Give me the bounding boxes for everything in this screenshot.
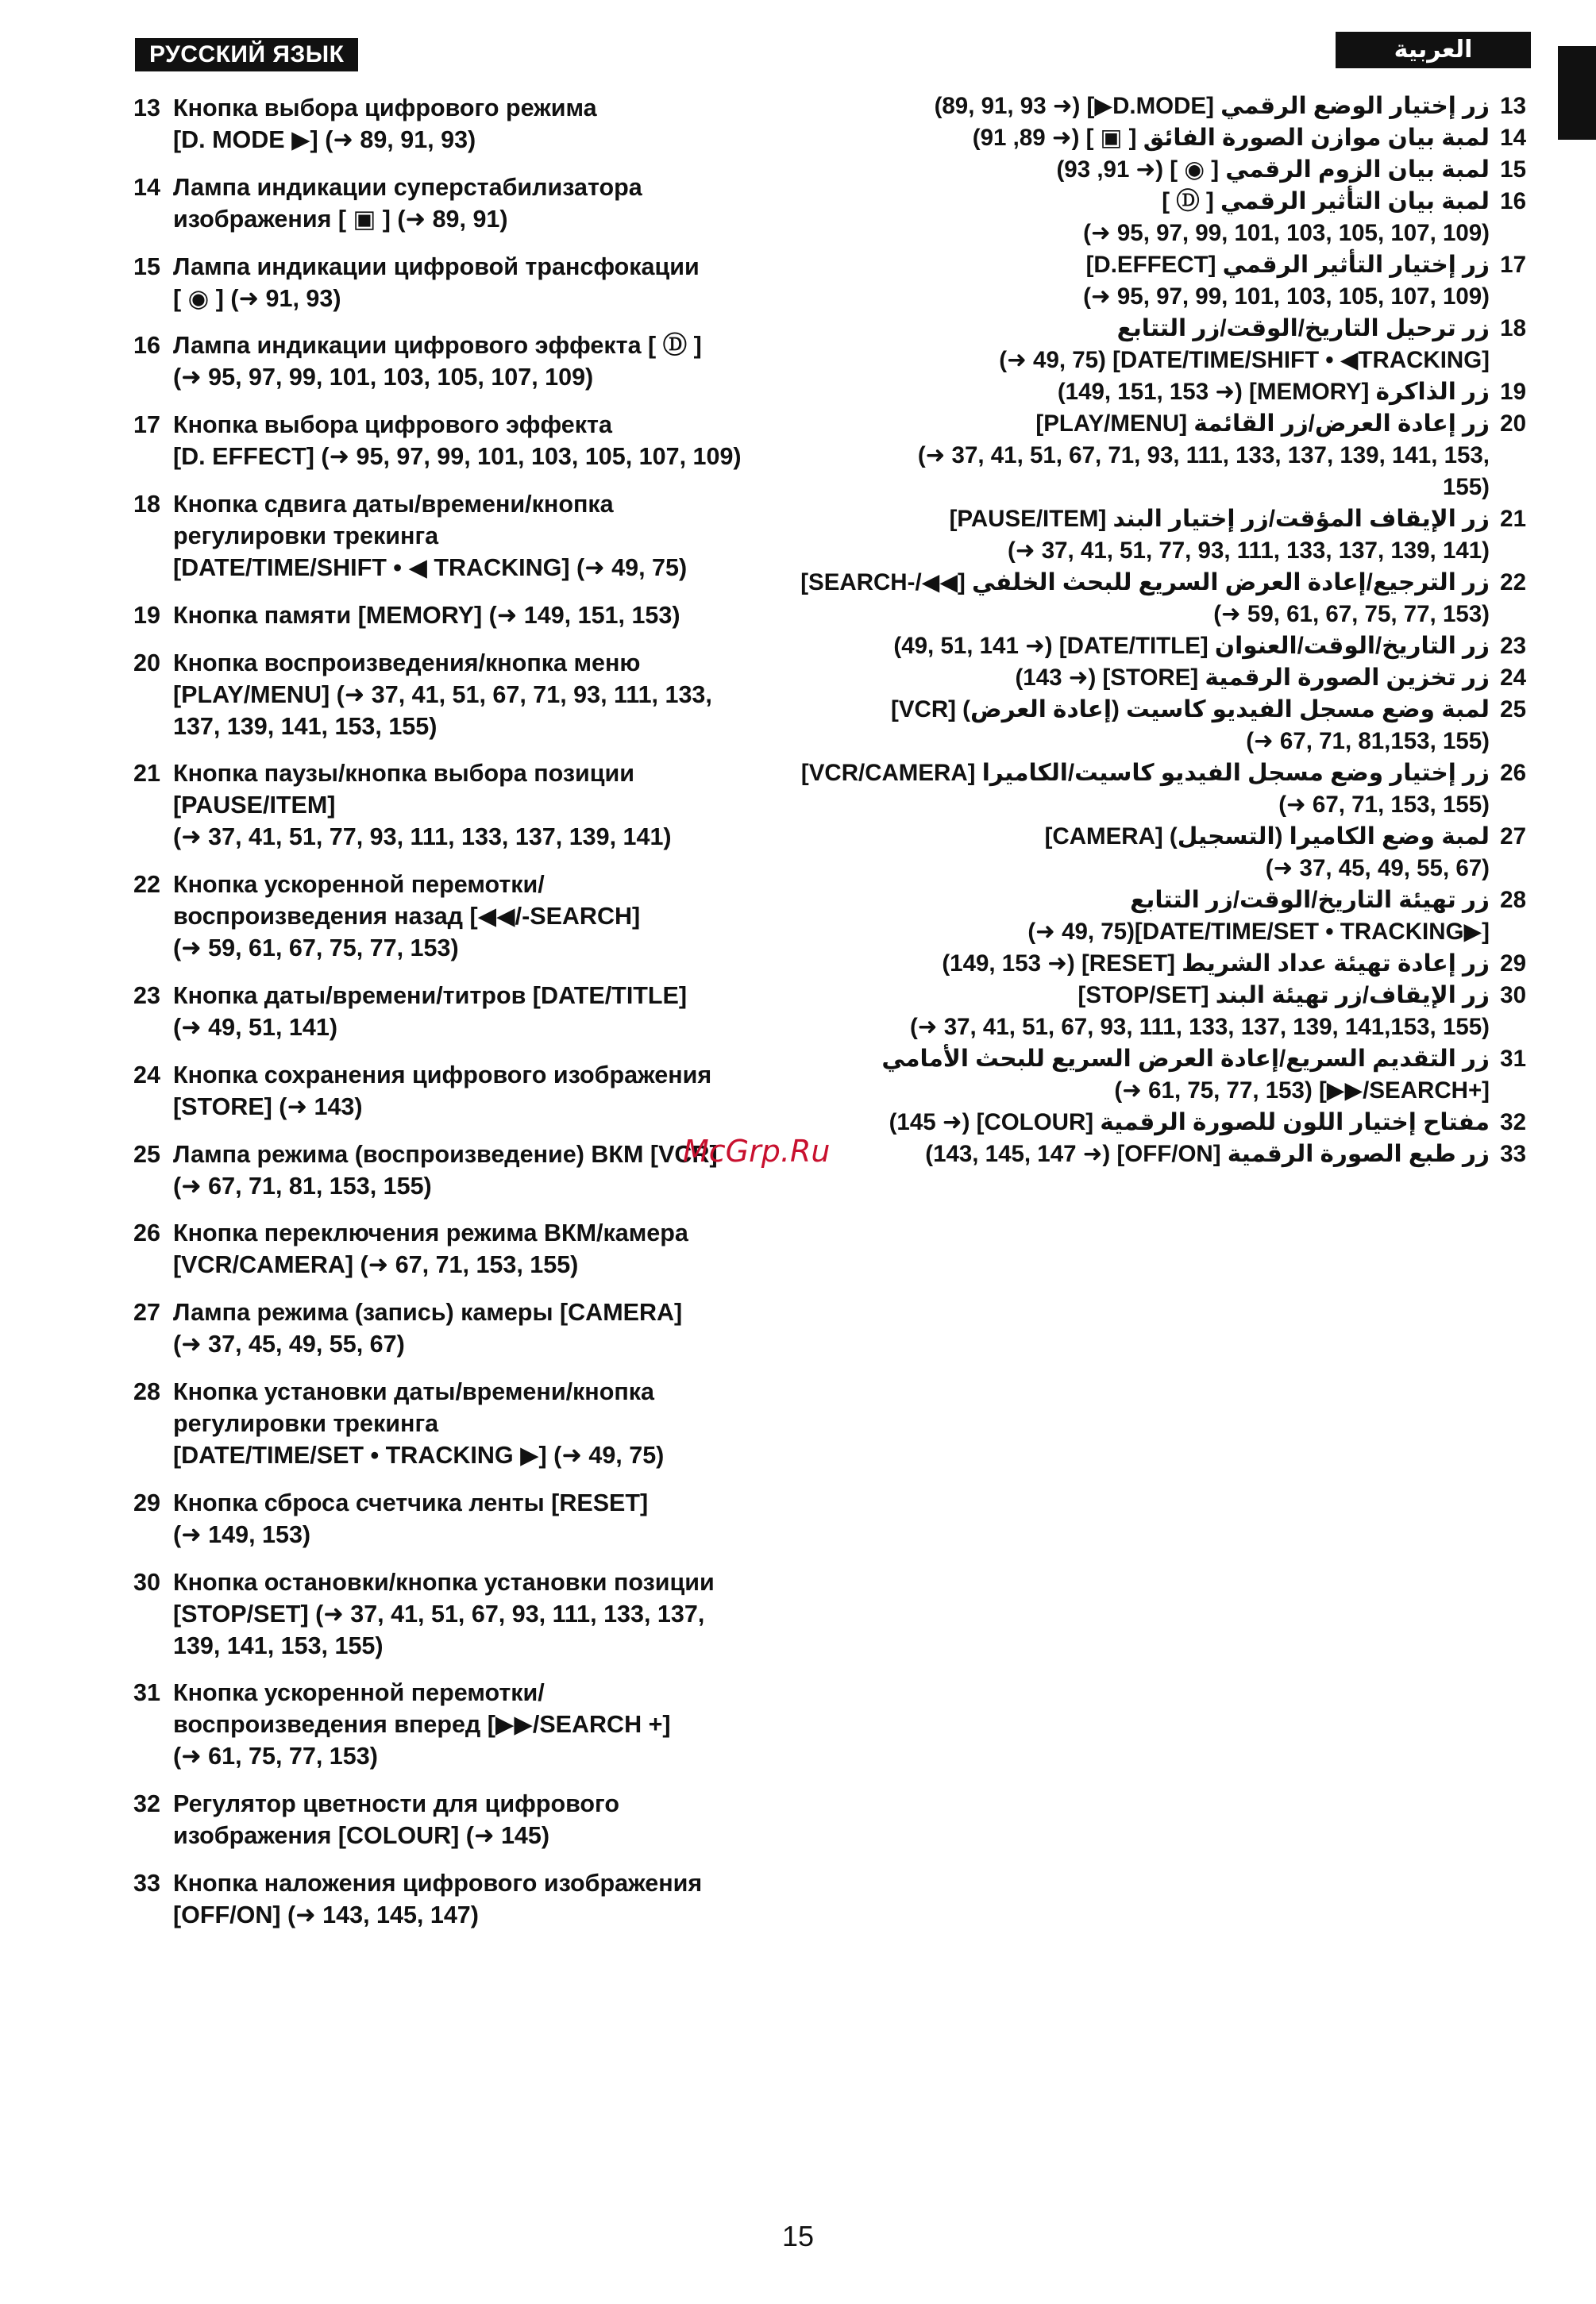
item-number: 22 bbox=[1500, 569, 1526, 595]
ar-list-item bbox=[827, 884, 1526, 948]
item-number: 26 bbox=[133, 1219, 160, 1247]
item-text-line: (➜ 95, 97, 99, 101, 103, 105, 107, 109) bbox=[1083, 220, 1490, 246]
item-text-line: [ ◉ ] (➜ 91, 93) bbox=[173, 284, 341, 312]
page-number: 15 bbox=[781, 2220, 815, 2252]
ar-list-item bbox=[827, 1139, 1526, 1170]
item-number: 27 bbox=[133, 1299, 160, 1327]
item-text-line: زر تخزين الصورة الرقمية [STORE] (➜ 143) bbox=[1015, 665, 1490, 691]
ru-list-item bbox=[133, 1566, 848, 1662]
item-text-line: [D. EFFECT] (➜ 95, 97, 99, 101, 103, 105, 107, 109) bbox=[173, 443, 742, 471]
watermark: McGrp.Ru bbox=[683, 1134, 831, 1169]
ar-list-item bbox=[827, 503, 1526, 567]
ar-list-item bbox=[827, 662, 1526, 694]
item-text-line: (➜ 37, 45, 49, 55, 67) bbox=[1265, 855, 1490, 881]
item-text-line: Кнопка даты/времени/титров [DATE/TITLE] bbox=[173, 981, 688, 1009]
item-number: 20 bbox=[133, 649, 160, 676]
item-text-line: [VCR/CAMERA] (➜ 67, 71, 153, 155) bbox=[173, 1251, 579, 1279]
item-number: 25 bbox=[1500, 696, 1526, 722]
item-text-line: زر الذاكرة [MEMORY] (➜ 149, 151, 153) bbox=[1057, 379, 1490, 405]
item-number: 18 bbox=[133, 490, 160, 518]
ar-list-item bbox=[800, 567, 1526, 630]
ar-list-item bbox=[800, 757, 1526, 821]
item-text-line: زر إعادة العرض/زر القائمة [PLAY/MENU] bbox=[1035, 410, 1490, 437]
item-text-line: زر الإيقاف المؤقت/زر إختيار البند [PAUSE/ITEM] bbox=[949, 506, 1490, 532]
item-text-line: (➜ 61, 75, 77, 153) bbox=[173, 1743, 378, 1770]
item-number: 28 bbox=[133, 1377, 160, 1405]
item-text-line: Кнопка выбора цифрового режима bbox=[173, 94, 597, 121]
ar-list-item bbox=[827, 376, 1526, 408]
item-text-line: Кнопка паузы/кнопка выбора позиции bbox=[173, 760, 635, 788]
item-text-line: 155) bbox=[1442, 474, 1490, 500]
item-text-line: (➜ 61, 75, 77, 153) [▶▶/SEARCH+] bbox=[1114, 1077, 1490, 1104]
item-text-line: [STORE] (➜ 143) bbox=[173, 1092, 363, 1120]
item-text-line: Лампа режима (запись) камеры [CAMERA] bbox=[173, 1299, 683, 1327]
item-text-line: [D. MODE ▶] (➜ 89, 91, 93) bbox=[173, 126, 476, 153]
item-text-line: زر تهيئة التاريخ/الوقت/زر التتابع bbox=[1130, 887, 1490, 913]
item-number: 13 bbox=[1500, 93, 1526, 119]
item-number: 33 bbox=[133, 1869, 160, 1897]
item-text-line: لمبة بيان التأثير الرقمي [ Ⓓ ] bbox=[1162, 188, 1490, 214]
item-text-line: Лампа индикации цифровой трансфокации bbox=[173, 252, 700, 280]
item-text-line: Регулятор цветности для цифрового bbox=[173, 1790, 619, 1818]
item-number: 24 bbox=[133, 1061, 160, 1088]
ru-list-item bbox=[133, 329, 848, 393]
item-text-line: Кнопка сохранения цифрового изображения bbox=[173, 1061, 712, 1088]
item-text-line: Кнопка выбора цифрового эффекта bbox=[173, 411, 612, 439]
item-number: 30 bbox=[133, 1568, 160, 1596]
item-number: 26 bbox=[1500, 760, 1526, 786]
item-number: 29 bbox=[1500, 950, 1526, 977]
ru-list-item bbox=[133, 1296, 848, 1360]
item-number: 16 bbox=[1500, 188, 1526, 214]
item-text-line: زر إختيار التأثير الرقمي [D.EFFECT] bbox=[1085, 252, 1490, 278]
ru-list-item bbox=[133, 409, 848, 472]
item-text-line: воспроизведения назад [◀◀/-SEARCH] bbox=[173, 903, 641, 930]
item-text-line: (➜ 67, 71, 81,153, 155) bbox=[1246, 728, 1490, 754]
item-text-line: регулировки трекинга bbox=[173, 1409, 439, 1437]
item-number: 21 bbox=[133, 760, 160, 788]
item-text-line: Кнопка наложения цифрового изображения bbox=[173, 1869, 703, 1897]
item-text-line: لمبة وضع مسجل الفيديو كاسيت (إعادة العرض) [VCR] bbox=[891, 696, 1490, 722]
ar-list-item bbox=[827, 249, 1526, 313]
item-number: 32 bbox=[133, 1790, 160, 1818]
item-text-line: (➜ 37, 41, 51, 67, 93, 111, 133, 137, 139, 141,153, 155) bbox=[909, 1014, 1490, 1040]
item-number: 25 bbox=[133, 1140, 160, 1168]
item-text-line: Лампа режима (воспроизведение) ВКМ [VCR] bbox=[173, 1140, 718, 1168]
item-text-line: Кнопка установки даты/времени/кнопка bbox=[173, 1377, 655, 1405]
ar-list-item bbox=[827, 1043, 1526, 1107]
ru-list-item bbox=[133, 869, 848, 964]
ru-list-item bbox=[133, 647, 848, 742]
item-text-line: Лампа индикации суперстабилизатора bbox=[173, 173, 642, 201]
item-text-line: Кнопка остановки/кнопка установки позиции bbox=[173, 1568, 715, 1596]
item-number: 24 bbox=[1500, 665, 1526, 691]
item-number: 15 bbox=[1500, 156, 1526, 183]
item-text-line: (➜ 49, 51, 141) bbox=[173, 1013, 337, 1041]
ar-list-item bbox=[827, 186, 1526, 249]
item-number: 20 bbox=[1500, 410, 1526, 437]
item-text-line: (➜ 95, 97, 99, 101, 103, 105, 107, 109) bbox=[1083, 283, 1490, 310]
ar-list-item bbox=[827, 821, 1526, 884]
item-text-line: زر إعادة تهيئة عداد الشريط [RESET] (➜ 149, 153) bbox=[942, 950, 1490, 977]
ru-list-item bbox=[133, 1788, 848, 1851]
item-text-line: [STOP/SET] (➜ 37, 41, 51, 67, 93, 111, 133, 137, bbox=[173, 1600, 705, 1628]
ar-list-item bbox=[827, 313, 1526, 376]
item-text-line: Кнопка сброса счетчика ленты [RESET] bbox=[173, 1489, 649, 1516]
item-text-line: زر ترحيل التاريخ/الوقت/زر التتابع bbox=[1116, 315, 1490, 341]
item-text-line: (➜ 37, 45, 49, 55, 67) bbox=[173, 1331, 405, 1358]
item-number: 28 bbox=[1500, 887, 1526, 913]
item-number: 32 bbox=[1500, 1109, 1526, 1135]
item-text-line: زر إختيار الوضع الرقمي [D.MODE▶] (➜ 89, 91, 93) bbox=[934, 93, 1490, 119]
arabic-parts-list bbox=[800, 91, 1526, 1170]
item-text-line: Кнопка сдвига даты/времени/кнопка bbox=[173, 490, 614, 518]
item-text-line: (➜ 49, 75)[DATE/TIME/SET • TRACKING▶] bbox=[1027, 919, 1490, 945]
item-text-line: (➜ 67, 71, 153, 155) bbox=[1278, 792, 1490, 818]
item-number: 19 bbox=[133, 601, 160, 629]
item-text-line: [OFF/ON] (➜ 143, 145, 147) bbox=[173, 1901, 479, 1928]
item-text-line: (➜ 67, 71, 81, 153, 155) bbox=[173, 1172, 432, 1200]
item-text-line: زر طبع الصورة الرقمية [OFF/ON] (➜ 143, 145, 147) bbox=[925, 1141, 1490, 1167]
item-text-line: لمبة بيان الزوم الرقمي [ ◉ ] (➜ 91, 93) bbox=[1056, 156, 1490, 183]
ru-list-item bbox=[133, 1217, 848, 1281]
item-number: 14 bbox=[133, 173, 160, 201]
russian-parts-list bbox=[133, 92, 848, 1947]
item-text-line: (➜ 95, 97, 99, 101, 103, 105, 107, 109) bbox=[173, 364, 594, 391]
ru-list-item bbox=[133, 92, 848, 156]
item-number: 29 bbox=[133, 1489, 160, 1516]
arabic-language-header: العربية bbox=[1336, 32, 1531, 68]
ar-list-item bbox=[827, 1107, 1526, 1139]
item-text-line: регулировки трекинга bbox=[173, 522, 439, 549]
russian-language-header: РУССКИЙ ЯЗЫК bbox=[135, 38, 358, 71]
ru-list-item bbox=[133, 980, 848, 1043]
item-number: 31 bbox=[1500, 1046, 1526, 1072]
item-text-line: (➜ 149, 153) bbox=[173, 1520, 311, 1548]
ru-list-item bbox=[133, 757, 848, 853]
item-number: 30 bbox=[1500, 982, 1526, 1008]
item-text-line: [PAUSE/ITEM] bbox=[173, 792, 336, 819]
ru-list-item bbox=[133, 251, 848, 314]
ar-list-item bbox=[827, 980, 1526, 1043]
item-number: 17 bbox=[1500, 252, 1526, 278]
item-text-line: لمبة وضع الكاميرا (التسجيل) [CAMERA] bbox=[1044, 823, 1490, 850]
item-text-line: Кнопка воспроизведения/кнопка меню bbox=[173, 649, 641, 676]
item-text-line: 139, 141, 153, 155) bbox=[173, 1632, 384, 1659]
ru-list-item bbox=[133, 1867, 848, 1931]
item-text-line: مفتاح إختيار اللون للصورة الرقمية [COLOUR] (➜ 145) bbox=[889, 1109, 1490, 1135]
item-text-line: زر التاريخ/الوقت/العنوان [DATE/TITLE] (➜ 49, 51, 141) bbox=[893, 633, 1490, 659]
ar-list-item bbox=[827, 948, 1526, 980]
item-text-line: Кнопка переключения режима ВКМ/камера bbox=[173, 1219, 688, 1247]
ru-list-item bbox=[133, 1487, 848, 1551]
item-number: 27 bbox=[1500, 823, 1526, 850]
item-text-line: زر إختيار وضع مسجل الفيديو كاسيت/الكاميرا [VCR/CAMERA] bbox=[800, 760, 1490, 786]
item-number: 33 bbox=[1500, 1141, 1526, 1167]
item-text-line: لمبة بيان موازن الصورة الفائق [ ▣ ] (➜ 89, 91) bbox=[972, 125, 1490, 151]
item-text-line: [DATE/TIME/SHIFT • ◀ TRACKING] (➜ 49, 75) bbox=[173, 553, 688, 581]
item-text-line: (➜ 49, 75) [DATE/TIME/SHIFT • ◀TRACKING] bbox=[999, 347, 1490, 373]
item-text-line: (➜ 59, 61, 67, 75, 77, 153) bbox=[1213, 601, 1490, 627]
item-text-line: изображения [COLOUR] (➜ 145) bbox=[173, 1822, 550, 1850]
item-text-line: Кнопка ускоренной перемотки/ bbox=[173, 1679, 545, 1707]
item-text-line: (➜ 37, 41, 51, 77, 93, 111, 133, 137, 139, 141) bbox=[173, 823, 672, 851]
ru-list-item bbox=[133, 1376, 848, 1471]
item-number: 31 bbox=[133, 1679, 160, 1707]
item-text-line: Кнопка ускоренной перемотки/ bbox=[173, 871, 545, 899]
item-number: 18 bbox=[1500, 315, 1526, 341]
item-text-line: изображения [ ▣ ] (➜ 89, 91) bbox=[173, 205, 508, 233]
item-text-line: (➜ 37, 41, 51, 77, 93, 111, 133, 137, 139, 141) bbox=[1008, 537, 1490, 564]
ru-list-item bbox=[133, 171, 848, 235]
item-number: 14 bbox=[1500, 125, 1526, 151]
page-edge-tab bbox=[1558, 46, 1596, 140]
ru-list-item bbox=[133, 599, 848, 631]
item-text-line: воспроизведения вперед [▶▶/SEARCH +] bbox=[173, 1711, 671, 1739]
item-number: 16 bbox=[133, 332, 160, 360]
item-text-line: [PLAY/MENU] (➜ 37, 41, 51, 67, 71, 93, 111, 133, bbox=[173, 680, 712, 708]
item-text-line: (➜ 59, 61, 67, 75, 77, 153) bbox=[173, 934, 459, 962]
item-number: 22 bbox=[133, 871, 160, 899]
item-number: 19 bbox=[1500, 379, 1526, 405]
item-text-line: (➜ 37, 41, 51, 67, 71, 93, 111, 133, 137, 139, 141, 153, bbox=[917, 442, 1490, 468]
ar-list-item bbox=[827, 408, 1526, 503]
item-number: 23 bbox=[133, 981, 160, 1009]
ar-list-item bbox=[827, 630, 1526, 662]
ar-list-item bbox=[827, 91, 1526, 122]
item-text-line: 137, 139, 141, 153, 155) bbox=[173, 712, 438, 740]
item-number: 15 bbox=[133, 252, 160, 280]
item-text-line: Кнопка памяти [MEMORY] (➜ 149, 151, 153) bbox=[173, 601, 680, 629]
ar-list-item bbox=[827, 122, 1526, 154]
item-text-line: [DATE/TIME/SET • TRACKING ▶] (➜ 49, 75) bbox=[173, 1441, 665, 1469]
item-text-line: Лампа индикации цифрового эффекта [ Ⓓ ] bbox=[173, 332, 702, 360]
item-text-line: زر الترجيع/إعادة العرض السريع للبحث الخلفي [◀◀/-SEARCH] bbox=[800, 569, 1490, 595]
ru-list-item bbox=[133, 488, 848, 584]
item-text-line: زر التقديم السريع/إعادة العرض السريع للبحث الأمامي bbox=[881, 1046, 1490, 1072]
item-number: 17 bbox=[133, 411, 160, 439]
item-number: 21 bbox=[1500, 506, 1526, 532]
ar-list-item bbox=[827, 154, 1526, 186]
item-number: 23 bbox=[1500, 633, 1526, 659]
ru-list-item bbox=[133, 1677, 848, 1772]
item-number: 13 bbox=[133, 94, 160, 121]
item-text-line: زر الإيقاف/زر تهيئة البند [STOP/SET] bbox=[1077, 982, 1490, 1008]
ar-list-item bbox=[827, 694, 1526, 757]
ru-list-item bbox=[133, 1059, 848, 1123]
